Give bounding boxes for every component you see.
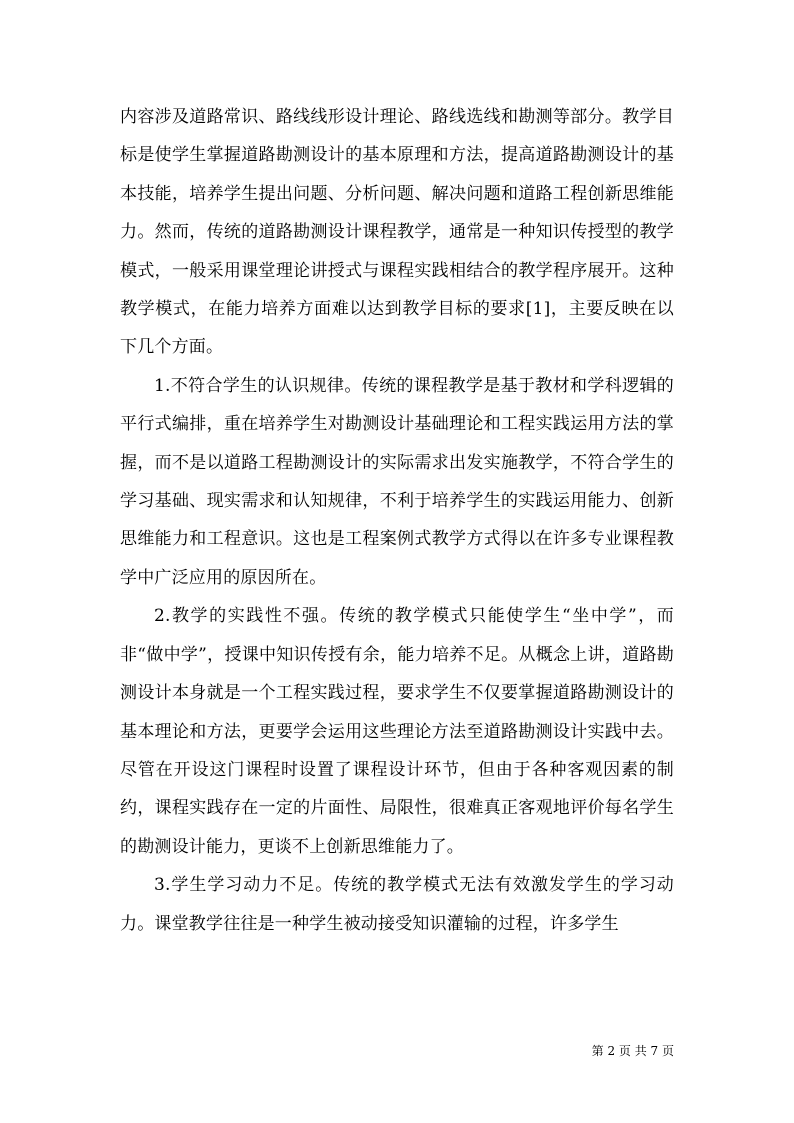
paragraph-point-1: 1.不符合学生的认识规律。传统的课程教学是基于教材和学科逻辑的平行式编排，重在培养学生对勘测设计基础理论和工程实践运用方法的掌握，而不是以道路工程勘测设计的实际需求出发实施教学，不符合学生的学习基础、现实需求和认知规律，不利于培养学生的实践运用能力、创新思维能力和工程意识。这也是工程案例式教学方式得以在许多专业课程教学中广泛应用的原因所在。 <box>120 375 674 588</box>
paragraph-point-3: 3.学生学习动力不足。传统的教学模式无法有效激发学生的学习动力。课堂教学往往是一种学生被动接受知识灌输的过程，许多学生 <box>120 875 674 934</box>
paragraph-point-2: 2.教学的实践性不强。传统的教学模式只能使学生“坐中学”，而非“做中学”，授课中知识传授有余，能力培养不足。从概念上讲，道路勘测设计本身就是一个工程实践过程，要求学生不仅要掌握道路勘测设计的基本理论和方法，更要学会运用这些理论方法至道路勘测设计实践中去。尽管在开设这门课程时设置了课程设计环节，但由于各种客观因素的制约，课程实践存在一定的片面性、局限性，很难真正客观地评价每名学生的勘测设计能力，更谈不上创新思维能力了。 <box>120 606 674 857</box>
document-body <box>120 98 674 943</box>
paragraph-intro: 内容涉及道路常识、路线线形设计理论、路线选线和勘测等部分。教学目标是使学生掌握道路勘测设计的基本原理和方法，提高道路勘测设计的基本技能，培养学生提出问题、分析问题、解决问题和道路工程创新思维能力。然而，传统的道路勘测设计课程教学，通常是一种知识传授型的教学模式，一般采用课堂理论讲授式与课程实践相结合的教学程序展开。这种教学模式，在能力培养方面难以达到教学目标的要求[1]，主要反映在以下几个方面。 <box>120 107 674 358</box>
page-number: 第 2 页 共 7 页 <box>591 1044 674 1058</box>
